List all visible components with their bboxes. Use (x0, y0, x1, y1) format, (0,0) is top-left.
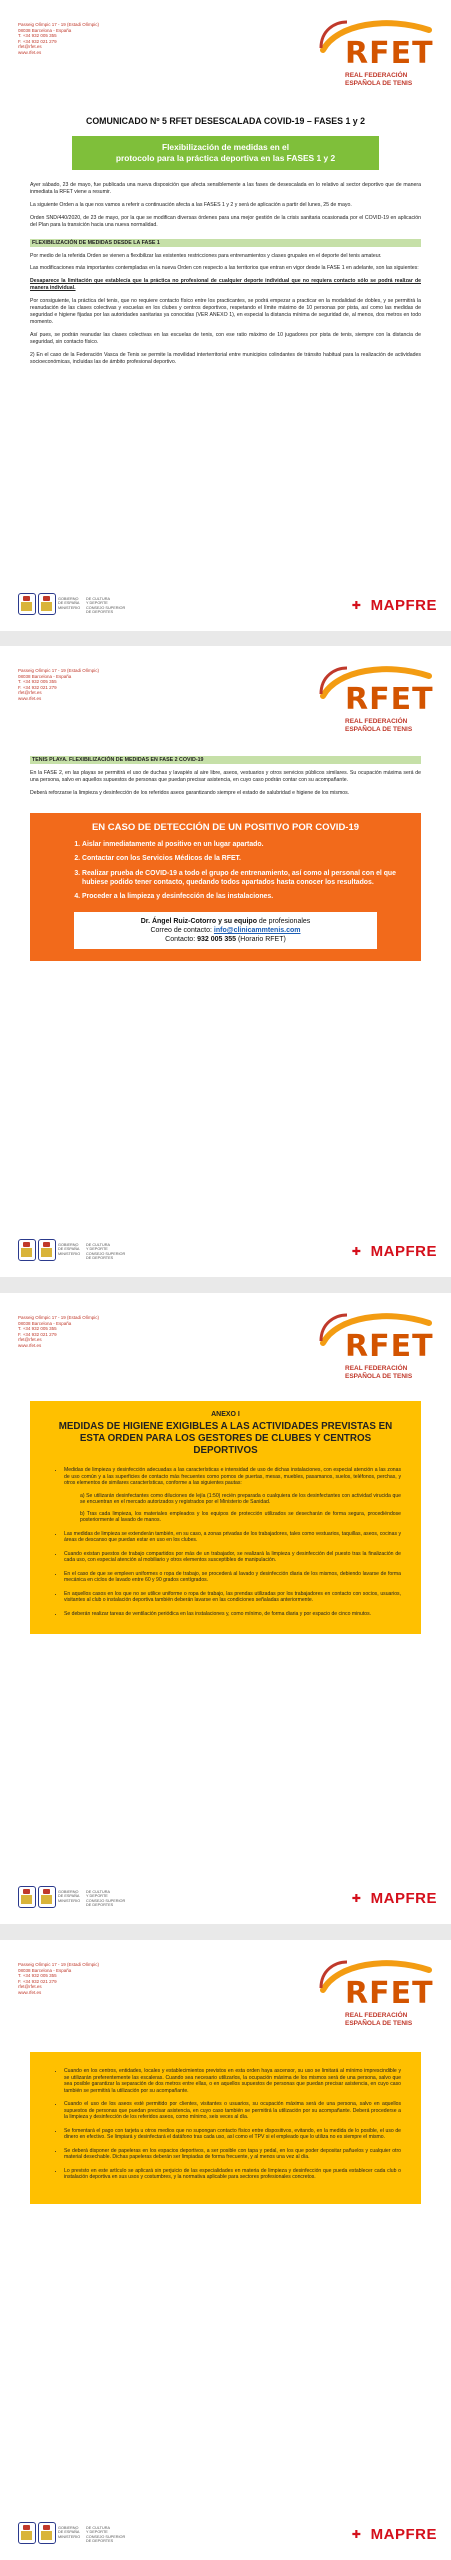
list-item: • Cuando el uso de los aseos esté permitido por clientes, visitantes o usuarios, su ocupación máxima será de una persona, salvo en aquellos supuestos de personas que puedan precisar asistencia, en cuyo caso también se permitirá la utilización por su acompañante. Deberá procederse a la limpieza y desinfección de los referidos aseos, como mínimo, seis veces al día. (64, 2101, 401, 2121)
page-3 (0, 1293, 451, 1924)
ministry-text: GOBIERNO DE ESPAÑA MINISTERIO (58, 2526, 81, 2539)
page-1 (0, 0, 451, 631)
list-item: • Se deberá disponer de papeleras en los espacios deportivos, a ser posible con tapa y pedal, en los que poder depositar pañuelos y cualquier otro material desechable. Dichas papeleras deberán ser limpiadas de forma frecuente, y al menos una vez al día. (64, 2148, 401, 2161)
page-2-content (30, 756, 421, 961)
list-item: • Las medidas de limpieza se extenderán también, en su caso, a zonas privadas de los trabajadores, tales como vestuarios, taquillas, aseos, cocinas y áreas de descanso que puedan estar en uso en los clubes. (64, 1531, 401, 1544)
annex-label: ANEXO I (211, 1411, 240, 1418)
logo-subtitle: REAL FEDERACIÓN ESPAÑOLA DE TENIS (345, 718, 413, 733)
rfet-logo (317, 1958, 437, 2032)
page-4 (0, 1940, 451, 2560)
page-title: COMUNICADO Nº 5 RFET DESESCALADA COVID-19 – FASES 1 y 2 (85, 116, 366, 126)
mapfre-icon: ✚ (351, 1893, 361, 1905)
paragraph: Las modificaciones más importantes contempladas en la nueva Orden con respecto a las territorios que entran en vigor desde la FASE 1 en adelante, son las siguientes: (30, 265, 419, 272)
list-item: • Lo previsto en este artículo se aplicará sin perjuicio de las especialidades en materia de limpieza y desinfección que pueda establecer cada club o instalación deportiva en sus usos y costumbres, y la normativa aplicable para sectores profesionales concretos. (64, 2168, 401, 2181)
covid-alert-box (30, 813, 421, 961)
footer (18, 2522, 437, 2546)
alert-step: 1. Aislar inmediatamente al positivo en un lugar apartado. (82, 841, 401, 850)
logo-subtitle: REAL FEDERACIÓN ESPAÑOLA DE TENIS (345, 2012, 413, 2027)
ministry-text: GOBIERNO DE ESPAÑA MINISTERIO (58, 1243, 81, 1256)
annex-box (30, 1401, 421, 1634)
header-address: Passeig Olímpic 17 - 19 (Estadi Olímpic) 08038 Barcelona - España T. +34 932 005 355 F. +34 932 021 279 rfet@rfet.es www.rfet.es (18, 1962, 100, 1995)
spain-seal-icon (18, 1239, 36, 1261)
mapfre-icon: ✚ (351, 600, 361, 612)
sponsor-logo: MAPFRE (370, 1243, 437, 1260)
logo-name: RFET (345, 682, 434, 717)
paragraph: Ayer sábado, 23 de mayo, fue publicada una nueva disposición que afecta sensiblemente a las fases de desescalada en lo relativo al sector deportivo que de manera inmediata la RFET viene a resumir. (30, 182, 421, 195)
sub-item: a) Se utilizarán desinfectantes como diluciones de lejía (1:50) recién preparada o cualquiera de los desinfectantes con actividad virucida que se encuentran en el mercado autorizados y registrados por el Ministerio de Sanidad. (80, 1492, 401, 1505)
paragraph: Por consiguiente, la práctica del tenis, que no requiere contacto físico entre los practicantes, se podrá empezar a practicar en la modalidad de dobles, y se permitirá la reanudación de las clases colectivas y escuelas en los clubes y centros deportivos, respetando el límite máximo de 10 personas por pista, así como las medidas de seguridad e higiene fijadas por las autoridades sanitarias ya conocidas (VER ANEXO 1), en especial la distancia mínima de seguridad de, al menos, dos metros en todo momento. (30, 298, 421, 325)
footer (18, 593, 437, 617)
hygiene-list (50, 2068, 401, 2181)
list-item: • Medidas de limpieza y desinfección adecuadas a las características e intensidad de uso de dichas instalaciones, con especial atención a las zonas de uso común y a las superficies de contacto más frecuentes como pomos de puertas, mesas, muebles, pasamanos, suelos, teléfonos, perchas, y otros elementos de similares características, conforme a las siguientes pautas: a) Se utilizarán desinfectantes como diluciones de lejía (1:50) recién preparada o cualquiera de los desinfectantes con actividad virucida que se encuentran en el mercado autorizados y registrados por el Ministerio de Sanidad. b) Tras cada limpieza, los materiales empleados y los equipos de protección utilizados se desecharán de forma segura, procediéndose posteriormente al lavado de manos. (64, 1467, 401, 1524)
list-item: • Cuando en los centros, entidades, locales y establecimientos previstos en esta orden haya ascensor, su uso se limitará al mínimo imprescindible y se utilizarán preferentemente las escaleras. Cuando sea necesario utilizarlos, la ocupación máxima de los mismos será de una persona, salvo que sea posible garantizar la separación de dos metros entre ellas, o en aquellos supuestos de personas que puedan precisar asistencia, en cuyo caso también se permitirá la utilización por su acompañante. (64, 2068, 401, 2094)
page-1-content (30, 116, 421, 371)
paragraph: Por medio de la referida Orden se vienen a flexibilizar las existentes restricciones para entrenamientos y clases grupales en el deporte del tenis amateur. (30, 252, 382, 259)
ministry-text-2: DE CULTURA Y DEPORTE CONSEJO SUPERIOR DE DEPORTES (86, 597, 126, 615)
alert-step: 2. Contactar con los Servicios Médicos de la RFET. (82, 855, 401, 864)
paragraph: En la FASE 2, en las playas se permitirá el uso de duchas y lavapiés al aire libre, aseos, vestuarios y otros servicios públicos similares. Su ocupación máxima será de una persona, salvo en aquellos supuestos de personas que puedan precisar asistencia, en cuyo caso podrán contar con su acompañante. (30, 770, 421, 783)
header-address: Passeig Olímpic 17 - 19 (Estadi Olímpic) 08038 Barcelona - España T. +34 932 005 355 F. +34 932 021 279 rfet@rfet.es www.rfet.es (18, 22, 100, 55)
footer (18, 1239, 437, 1263)
sponsor-logo: MAPFRE (370, 1890, 437, 1907)
ministry-text: GOBIERNO DE ESPAÑA MINISTERIO (58, 1890, 81, 1903)
rfet-logo (317, 1311, 437, 1385)
csd-seal-icon (38, 593, 56, 615)
page-3-content (30, 1401, 421, 1634)
footer (18, 1886, 437, 1910)
logo-name: RFET (345, 1329, 434, 1364)
mapfre-icon: ✚ (351, 1246, 361, 1258)
paragraph: La siguiente Orden a la que nos vamos a referir a continuación afecta a las FASES 1 y 2 y será de aplicación a partir del lunes, 25 de mayo. (30, 201, 352, 208)
logo-name: RFET (345, 36, 434, 71)
logo-name: RFET (345, 1976, 434, 2011)
sponsor-logo: MAPFRE (370, 2526, 437, 2543)
paragraph: Orden SND/440/2020, de 23 de mayo, por la que se modifican diversas órdenes para una mejor gestión de la crisis sanitaria ocasionada por el COVID-19 en aplicación del Plan para la transición hacia una nueva normalidad. (30, 214, 421, 228)
sub-item: b) Tras cada limpieza, los materiales empleados y los equipos de protección utilizados se desecharán de forma segura, procediéndose posteriormente al lavado de manos. (80, 1510, 401, 1523)
list-item: • Se fomentará el pago con tarjeta u otros medios que no supongan contacto físico entre dispositivos, evitando, en la medida de lo posible, el uso de dinero en efectivo. Se limpiará y desinfectará el datáfono tras cada uso, así como el TPV si el empleado que lo utiliza no es siempre el mismo. (64, 2128, 401, 2141)
sub-list (80, 1493, 401, 1524)
section-band: FLEXIBILIZACIÓN DE MEDIDAS DESDE LA FASE 1 (30, 239, 421, 247)
list-item: • En aquellos casos en los que no se utilice uniforme o ropa de trabajo, las prendas utilizadas por los trabajadores en contacto con socios, usuarios, visitantes al club o instalación deportiva también deberán lavarse en las condiciones señaladas anteriormente. (64, 1591, 401, 1604)
alert-title: EN CASO DE DETECCIÓN DE UN POSITIVO POR COVID-19 (91, 821, 360, 833)
paragraph: Así pues, se podrán reanudar las clases colectivas en las escuelas de tenis, con ese ratio máximo de 10 jugadores por pista de tenis, siempre con la distancia de seguridad, sin contacto físico. (30, 331, 421, 345)
header-address: Passeig Olímpic 17 - 19 (Estadi Olímpic) 08038 Barcelona - España T. +34 932 005 355 F. +34 932 021 279 rfet@rfet.es www.rfet.es (18, 1315, 100, 1348)
paragraph: Deberá reforzarse la limpieza y desinfección de los referidos aseos garantizando siempre el estado de salubridad e higiene de los mismos. (30, 789, 350, 796)
alert-steps (50, 841, 401, 902)
spain-seal-icon (18, 2522, 36, 2544)
alert-step: 4. Proceder a la limpieza y desinfección de las instalaciones. (82, 893, 401, 902)
alert-step: 3. Realizar prueba de COVID-19 a todo el grupo de entrenamiento, así como al personal con el que hubiese podido tener contacto, quedando todos apartados hasta conocer los resultados. (82, 870, 401, 887)
ministry-text: GOBIERNO DE ESPAÑA MINISTERIO (58, 597, 81, 610)
csd-seal-icon (38, 1886, 56, 1908)
annex-box-continued (30, 2052, 421, 2204)
logo-subtitle: REAL FEDERACIÓN ESPAÑOLA DE TENIS (345, 72, 413, 87)
sponsor-logo: MAPFRE (370, 597, 437, 614)
csd-seal-icon (38, 1239, 56, 1261)
annex-heading: MEDIDAS DE HIGIENE EXIGIBLES A LAS ACTIVIDADES PREVISTAS EN ESTA ORDEN PARA LOS GESTORES DE CLUBES Y CENTROS DEPORTIVOS (58, 1421, 393, 1456)
logo-subtitle: REAL FEDERACIÓN ESPAÑOLA DE TENIS (345, 1365, 413, 1380)
rfet-logo (317, 664, 437, 738)
title-box: Flexibilización de medidas en el protocolo para la práctica deportiva en las FASES 1 y 2 (72, 136, 379, 170)
rfet-logo (317, 18, 437, 92)
spain-seal-icon (18, 1886, 36, 1908)
ministry-text-2: DE CULTURA Y DEPORTE CONSEJO SUPERIOR DE DEPORTES (86, 2526, 126, 2544)
header-address: Passeig Olímpic 17 - 19 (Estadi Olímpic) 08038 Barcelona - España T. +34 932 005 355 F. +34 932 021 279 rfet@rfet.es www.rfet.es (18, 668, 100, 701)
list-item: • Cuando existan puestos de trabajo compartidos por más de un trabajador, se realizará la limpieza y desinfección del puesto tras la finalización de cada uso, con especial atención al mobiliario y otros elementos susceptibles de manipulación. (64, 1551, 401, 1564)
csd-seal-icon (38, 2522, 56, 2544)
paragraph: 2) En el caso de la Federación Vasca de Tenis se permite la movilidad interterritorial entre municipios colindantes de tránsito habitual para la realización de actividades socioeconómicas, incluidas las de ámbito profesional deportivo. (30, 351, 421, 365)
spain-seal-icon (18, 593, 36, 615)
page-2 (0, 646, 451, 1277)
section-band: TENIS PLAYA. FLEXIBILIZACIÓN DE MEDIDAS EN FASE 2 COVID-19 (30, 756, 421, 764)
ministry-text-2: DE CULTURA Y DEPORTE CONSEJO SUPERIOR DE DEPORTES (86, 1243, 126, 1261)
list-item: • En el caso de que se empleen uniformes o ropa de trabajo, se procederá al lavado y desinfección diaria de los mismos, debiendo lavarse de forma mecánica en ciclos de lavado entre 60 y 90 grados centígrados. (64, 1571, 401, 1584)
contact-name: Dr. Ángel Ruiz-Cotorro y su equipo (140, 917, 257, 925)
paragraph-highlight: Desaparece la limitación que establecía que la práctica no profesional de cualquier deporte individual que no requiera contacto sólo se podrá realizar de manera individual. (30, 278, 421, 292)
ministry-text-2: DE CULTURA Y DEPORTE CONSEJO SUPERIOR DE DEPORTES (86, 1890, 126, 1908)
page-4-content (30, 2052, 421, 2204)
medical-contact-box: Dr. Ángel Ruiz-Cotorro y su equipo de profesionales Correo de contacto: info@clinicammtenis.com Contacto: 932 005 355 (Horario RFET) (74, 912, 377, 949)
contact-phone: 932 005 355 (197, 935, 237, 943)
list-item: • Se deberán realizar tareas de ventilación periódica en las instalaciones y, como mínimo, de forma diaria y por espacio de cinco minutos. (64, 1611, 401, 1618)
contact-email-link[interactable]: info@clinicammtenis.com (213, 926, 301, 934)
mapfre-icon: ✚ (351, 2529, 361, 2541)
hygiene-list (50, 1467, 401, 1617)
